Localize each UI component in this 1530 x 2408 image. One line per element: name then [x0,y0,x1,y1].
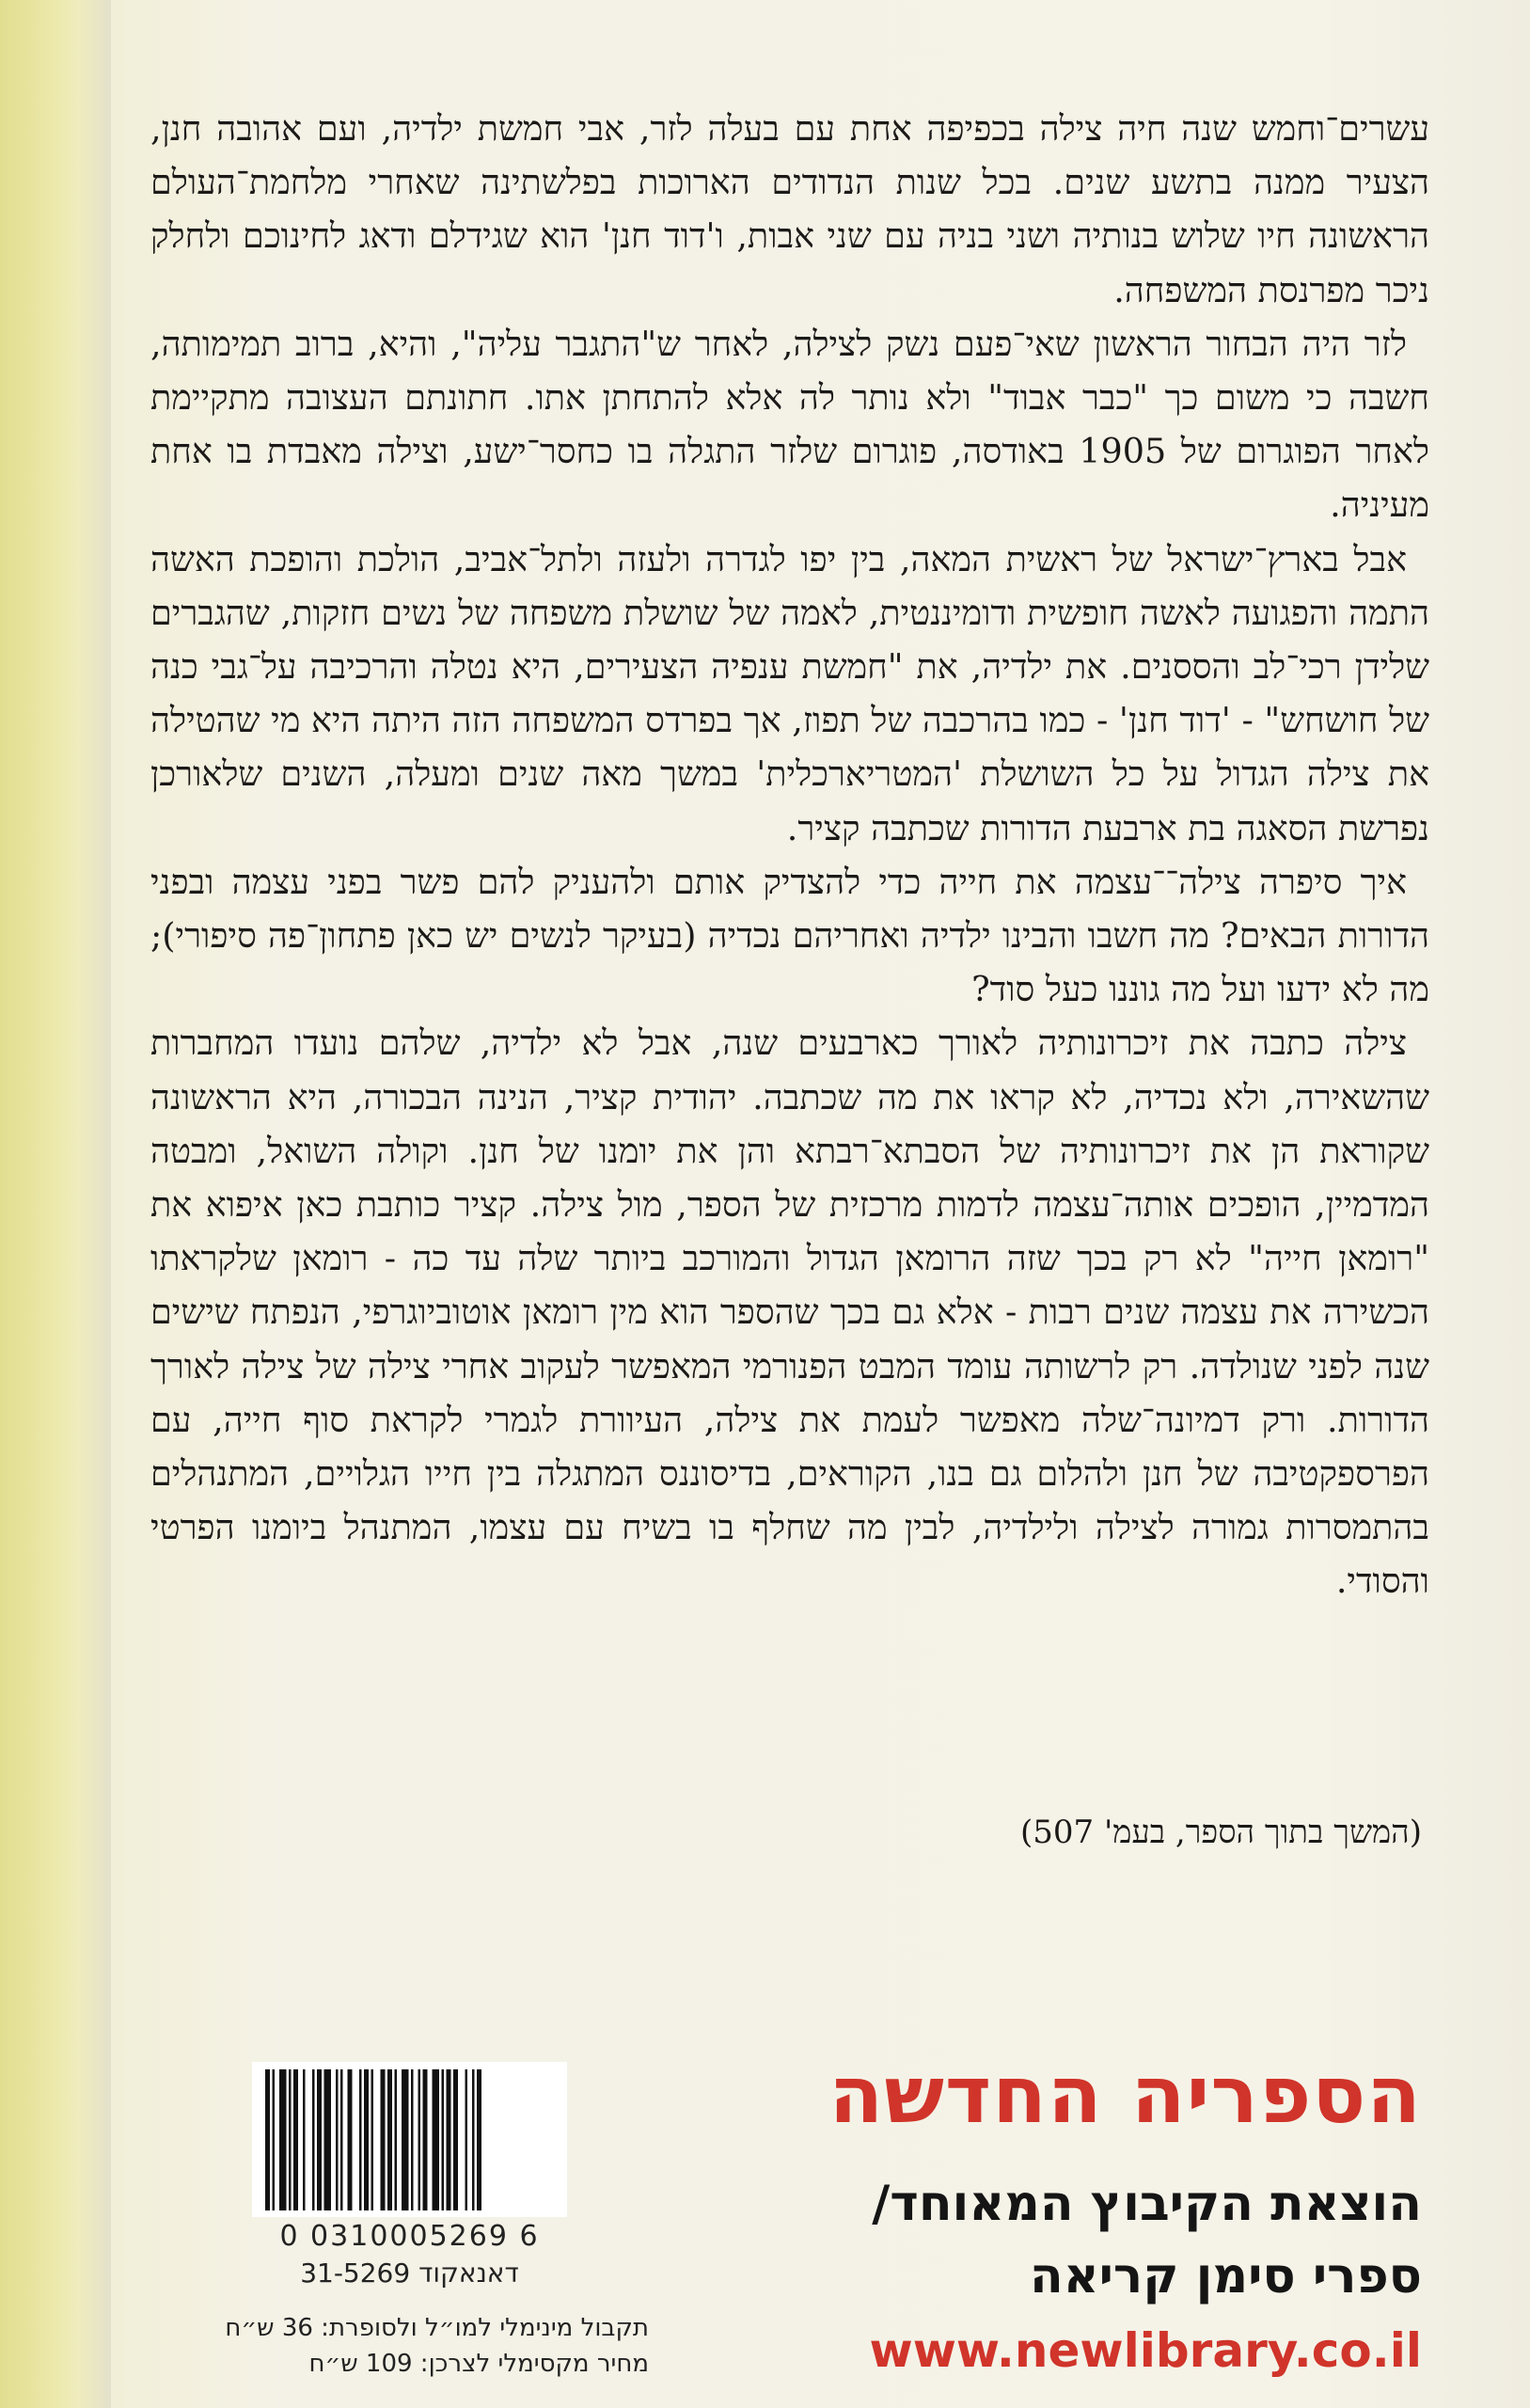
barcode-bar [324,2069,332,2210]
barcode-bar [387,2069,392,2210]
barcode-bar [317,2069,322,2210]
barcode-bar [465,2069,468,2210]
barcode-bar [273,2069,276,2210]
barcode-bar [447,2069,451,2210]
continued-note: (המשך בתוך הספר, בעמ' 507) [1019,1814,1422,1851]
barcode-code: דאנאקוד 31-5269 [300,2258,519,2289]
spine-edge [0,0,111,2408]
barcode-bar [279,2069,287,2210]
barcode-bar [371,2069,374,2210]
imprint-name: ספרי סימן קריאה [1030,2248,1422,2305]
barcode-bar [395,2069,398,2210]
barcode-bar [381,2069,386,2210]
barcode-number: 0 0310005269 6 [279,2220,540,2253]
barcode-bar [477,2069,481,2210]
barcode [252,2062,567,2217]
barcode-bars [263,2069,556,2210]
barcode-bar [336,2069,339,2210]
barcode-bar [423,2069,428,2210]
series-title: הספריה החדשה [828,2049,1422,2141]
barcode-bar [364,2069,369,2210]
blurb-text [150,102,1429,1608]
blurb-paragraph: אבל בארץ־ישראל של ראשית המאה, בין יפו לגדרה ולעזה ולתל־אביב, הולכת והופכת האשה התמה והפגועה לאשה חופשית ודומיננטית, לאמה של שושלת משפחה של נשים חזקות, שהגברים שלידן רכי־לב והססנים. את ילדיה, את "חמשת ענפיה הצעירים, היא נטלה והרכיבה על־גבי כנה של חושחש" - 'דוד חנן' - כמו בהרכבה של תפוז, אך בפרדס המשפחה הזה היתה היא מי שהטילה את צילה הגדול על כל השושלת 'המטריארכלית' במשך מאה שנים ומעלה, השנים שלאורכן נפרשת הסאגה בת ארבעת הדורות שכתבה קציר. [150,538,1429,848]
barcode-bar [411,2069,414,2210]
barcode-bar [453,2069,458,2210]
barcode-bar [402,2069,409,2210]
barcode-bar [265,2069,270,2210]
barcode-bar [293,2069,298,2210]
barcode-bar [303,2069,306,2210]
barcode-bar [289,2069,292,2210]
barcode-bar [348,2069,353,2210]
blurb-paragraph: איך סיפרה צילה־־עצמה את חייה כדי להצדיק אותם ולהעניק להם פשר בפני עצמה ובפני הדורות הבאים? מה חשבו והבינו ילדיה ואחריהם נכדיה (בעיקר לנשים יש כאן פתחון־פה סיפורי); מה לא ידעו ועל מה גוננו כעל סוד? [150,861,1429,1010]
min-price-text: תקבול מינימלי למו״ל ולסופרת: 36 ש״ח [225,2314,649,2342]
blurb-paragraph: צילה כתבה את זיכרונותיה לאורך כארבעים שנה, אבל לא ילדיה, שלהם נועדו המחברות שהשאירה, ולא נכדיה, לא קראו את מה שכתבה. יהודית קציר, הנינה הבכורה, היא הראשונה שקוראת הן את זיכרונותיה של הסבתא־רבתא והן את יומנו של חנן. וקולה השואל, ומבטה המדמיין, הופכים אותה־עצמה לדמות מרכזית של הספר, מול צילה. קציר כותבת כאן איפוא את "רומאן חייה" לא רק בכך שזה הרומאן הגדול והמורכב ביותר שלה עד כה - רומאן שלקראתו הכשירה את עצמה שנים רבות - אלא גם בכך שהספר הוא מין רומאן אוטוביוגרפי, הנפתח שישים שנה לפני שנולדה. רק לרשותה עומד המבט הפנורמי המאפשר לעקוב אחרי צילה של צילה לאורך הדורות. ורק דמיונה־שלה מאפשר לעמת את צילה, העיוורת לגמרי לקראת סוף חייה, עם הפרספקטיבה של חנן ולהלום גם בנו, הקוראים, בדיסוננס המתגלה בין חייו הגלויים, המתנהלים בהתמסרות גמורה לצילה ולילדיה, לבין מה שחלף בו בשיח עם עצמו, המתנהל ביומנו הפרטי והסודי. [150,1022,1429,1602]
max-price-text: מחיר מקסימלי לצרכן: 109 ש״ח [308,2350,649,2378]
website-link[interactable]: www.newlibrary.co.il [869,2323,1422,2378]
barcode-bar [340,2069,343,2210]
barcode-bar [433,2069,440,2210]
blurb-paragraph: לזר היה הבחור הראשון שאי־פעם נשק לצילה, לאחר ש"התגבר עליה", והיא, ברוב תמימותה, חשבה כי משום כך "כבר אבוד" ולא נותר לה אלא להתחתן אתו. חתונתם העצובה מתקיימת לאחר הפוגרום של 1905 באודסה, פוגרום שלזר התגלה בו כחסר־ישע, וצילה מאבדת בו אחת מעיניה. [150,323,1430,526]
publisher-name: הוצאת הקיבוץ המאוחד/ [872,2176,1422,2232]
barcode-bar [472,2069,475,2210]
barcode-bar [312,2069,315,2210]
barcode-bar [359,2069,362,2210]
barcode-bar [442,2069,445,2210]
barcode-bar [418,2069,421,2210]
blurb-paragraph: עשרים־וחמש שנה חיה צילה בכפיפה אחת עם בעלה לזר, אבי חמשת ילדיה, ועם אהובה חנן, הצעיר ממנה בתשע שנים. בכל שנות הנדודים הארוכות בפלשתינה שאחרי מלחמת־העולם הראשונה חיו שלוש בנותיה ושני בניה עם שני אבות, ו'דוד חנן' הוא שגידלם ודאג לחינוכם ולחלק ניכר מפרנסת המשפחה. [150,108,1429,310]
